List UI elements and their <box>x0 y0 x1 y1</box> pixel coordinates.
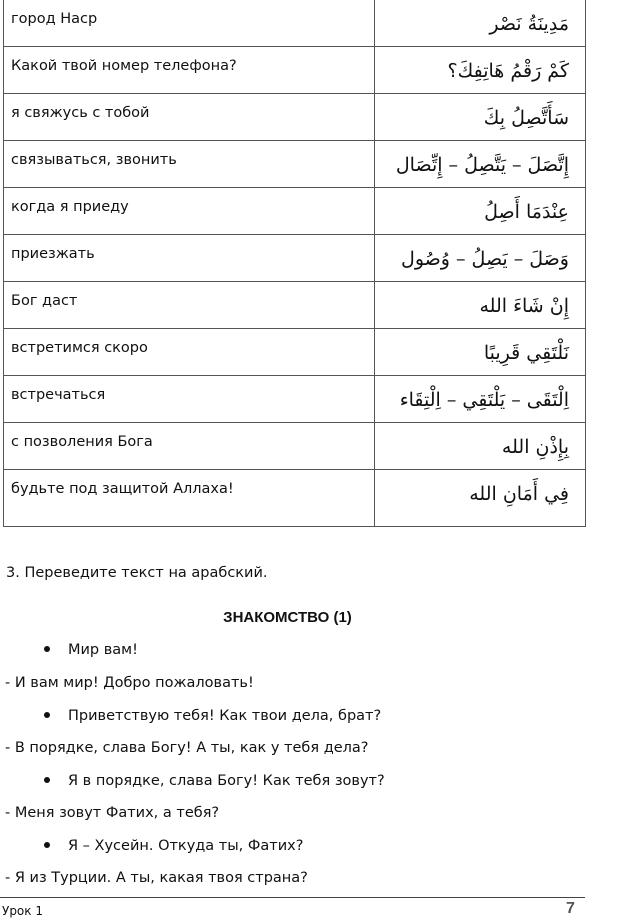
arabic-cell <box>375 282 586 329</box>
arabic-phrase: إِتَّصَلَ – يَتَّصِلُ – إِتِّصَال <box>395 154 569 176</box>
dialog-line-text: Я – Хусейн. Откуда ты, Фатих? <box>68 838 304 854</box>
arabic-cell <box>375 329 586 376</box>
arabic-cell <box>375 376 586 423</box>
dialog-line-text: - И вам мир! Добро пожаловать! <box>5 675 254 691</box>
dialog-line-text: Мир вам! <box>68 642 138 658</box>
russian-cell <box>4 376 375 423</box>
table-row <box>4 188 586 235</box>
table-row <box>4 235 586 282</box>
page-number: 7 <box>566 900 575 917</box>
bullet-icon <box>44 646 50 652</box>
arabic-cell <box>375 423 586 470</box>
vocabulary-table <box>3 0 586 527</box>
bullet-icon <box>44 712 50 718</box>
dialog-line-text: - Я из Турции. А ты, какая твоя страна? <box>5 870 308 886</box>
dialog-line-text: Приветствую тебя! Как твои дела, брат? <box>68 708 382 724</box>
arabic-phrase: نَلْتَقِي قَرِيبًا <box>483 342 569 364</box>
table-row <box>4 141 586 188</box>
arabic-phrase: عِنْدَمَا أَصِلُ <box>484 201 569 223</box>
dialog-line <box>5 869 308 887</box>
table-row <box>4 0 586 47</box>
russian-cell <box>4 0 375 47</box>
footer-lesson-label: Урок 1 <box>2 904 43 918</box>
arabic-phrase: بِإِذْنِ الله <box>501 436 569 458</box>
dialog-line <box>44 707 381 725</box>
russian-phrase: связываться, звонить <box>11 152 177 168</box>
arabic-phrase: وَصَلَ – يَصِلُ – وُصُول <box>401 248 569 270</box>
russian-phrase: приезжать <box>11 246 95 262</box>
russian-phrase: город Наср <box>11 11 98 27</box>
arabic-cell <box>375 141 586 188</box>
arabic-phrase: كَمْ رَقْمُ هَاتِفِكَ؟ <box>447 60 569 82</box>
arabic-cell <box>375 235 586 282</box>
russian-cell <box>4 423 375 470</box>
russian-phrase: встретимся скоро <box>11 340 148 356</box>
table-row <box>4 423 586 470</box>
dialog-line <box>5 674 254 692</box>
arabic-cell <box>375 94 586 141</box>
russian-phrase: будьте под защитой Аллаха! <box>11 481 234 497</box>
arabic-cell <box>375 0 586 47</box>
arabic-phrase: مَدِينَةُ نَصْر <box>489 13 569 35</box>
arabic-phrase: فِي أَمَانِ الله <box>469 483 569 505</box>
russian-phrase: я свяжусь с тобой <box>11 105 150 121</box>
arabic-phrase: سَأَتَّصِلُ بِكَ <box>483 107 569 129</box>
russian-phrase: когда я приеду <box>11 199 129 215</box>
dialog-line <box>44 772 385 790</box>
table-row <box>4 47 586 94</box>
arabic-cell <box>375 470 586 527</box>
russian-cell <box>4 94 375 141</box>
arabic-cell <box>375 188 586 235</box>
russian-phrase: Бог даст <box>11 293 78 309</box>
dialog-line-text: - Меня зовут Фатих, а тебя? <box>5 805 220 821</box>
table-row <box>4 470 586 527</box>
dialog-line-text: Я в порядке, слава Богу! Как тебя зовут? <box>68 773 385 789</box>
footer-divider <box>0 897 585 898</box>
arabic-phrase: اِلْتَقَى – يَلْتَقِي – اِلْتِقَاء <box>399 389 569 411</box>
russian-cell <box>4 188 375 235</box>
bullet-icon <box>44 842 50 848</box>
exercise-instruction: 3. Переведите текст на арабский. <box>6 565 268 581</box>
russian-cell <box>4 282 375 329</box>
dialog-line <box>44 641 138 659</box>
russian-phrase: с позволения Бога <box>11 434 153 450</box>
table-row <box>4 94 586 141</box>
dialog-line <box>5 739 368 757</box>
table-row <box>4 329 586 376</box>
russian-cell <box>4 235 375 282</box>
russian-phrase: Какой твой номер телефона? <box>11 58 237 74</box>
bullet-icon <box>44 777 50 783</box>
dialog-line <box>44 837 303 855</box>
russian-phrase: встречаться <box>11 387 106 403</box>
dialog-line-text: - В порядке, слава Богу! А ты, как у тебя дела? <box>5 740 369 756</box>
russian-cell <box>4 47 375 94</box>
arabic-phrase: إِنْ شَاءَ الله <box>479 295 569 317</box>
dialog-line <box>5 804 219 822</box>
russian-cell <box>4 141 375 188</box>
russian-cell <box>4 470 375 527</box>
arabic-cell <box>375 47 586 94</box>
table-row <box>4 282 586 329</box>
russian-cell <box>4 329 375 376</box>
dialog-title: ЗНАКОМСТВО (1) <box>223 609 352 626</box>
table-row <box>4 376 586 423</box>
